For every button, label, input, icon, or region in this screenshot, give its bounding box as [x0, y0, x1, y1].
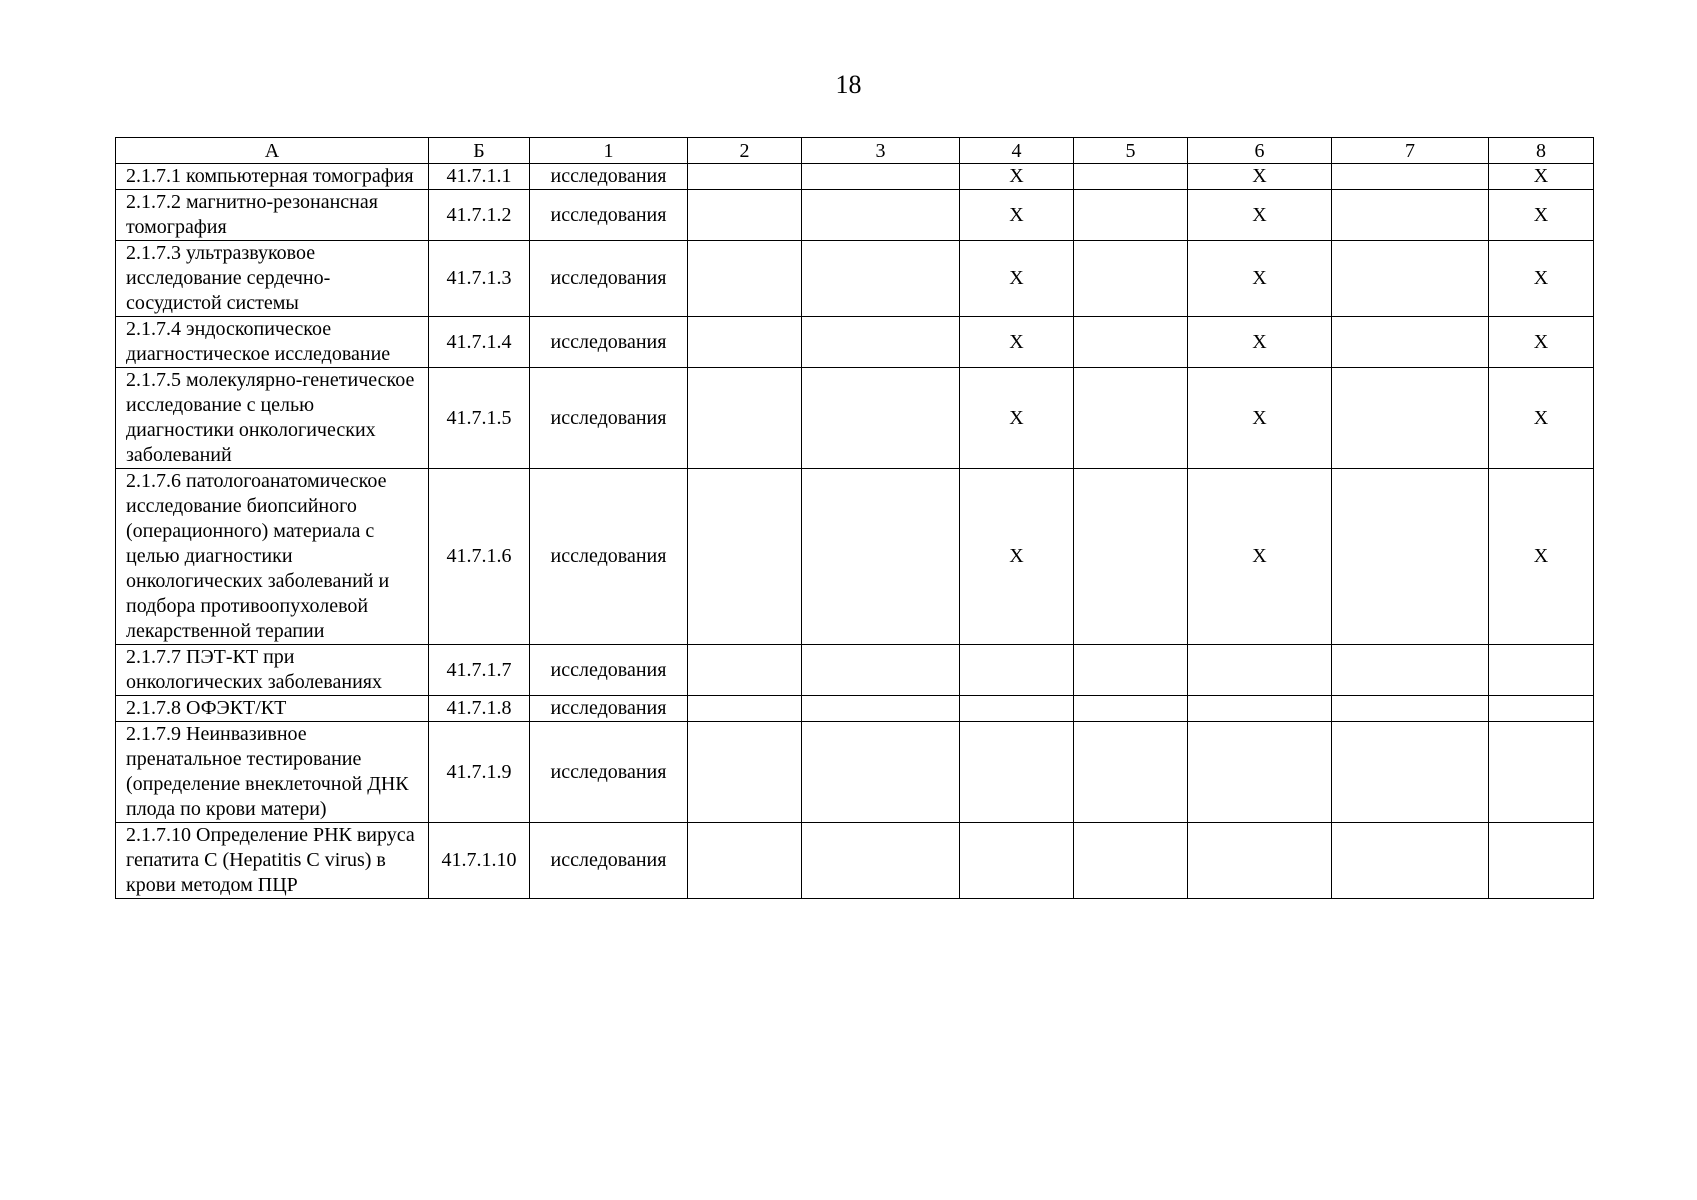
- column-header: 4: [960, 138, 1074, 164]
- col-8-cell: [1489, 823, 1594, 899]
- col-2-cell: [688, 317, 802, 368]
- column-header: 1: [530, 138, 688, 164]
- column-header: 5: [1074, 138, 1188, 164]
- col-2-cell: [688, 190, 802, 241]
- row-unit-cell: исследования: [530, 722, 688, 823]
- col-4-cell: X: [960, 469, 1074, 645]
- col-5-cell: [1074, 241, 1188, 317]
- column-header: 8: [1489, 138, 1594, 164]
- col-5-cell: [1074, 696, 1188, 722]
- col-7-cell: [1332, 722, 1489, 823]
- row-unit-cell: исследования: [530, 164, 688, 190]
- col-6-cell: [1188, 645, 1332, 696]
- col-8-cell: X: [1489, 190, 1594, 241]
- row-unit-cell: исследования: [530, 823, 688, 899]
- row-name-cell: 2.1.7.3 ультразвуковое исследование сердечно-сосудистой системы: [116, 241, 429, 317]
- col-8-cell: X: [1489, 469, 1594, 645]
- table-row: [116, 722, 1594, 823]
- page-number: 18: [835, 70, 862, 99]
- col-2-cell: [688, 164, 802, 190]
- col-7-cell: [1332, 190, 1489, 241]
- row-name-cell: 2.1.7.10 Определение РНК вируса гепатита С (Hepatitis C virus) в крови методом ПЦР: [116, 823, 429, 899]
- row-code-cell: 41.7.1.5: [429, 368, 530, 469]
- table-row: [116, 241, 1594, 317]
- row-code-cell: 41.7.1.10: [429, 823, 530, 899]
- row-name-cell: 2.1.7.2 магнитно-резонансная томография: [116, 190, 429, 241]
- col-2-cell: [688, 368, 802, 469]
- col-7-cell: [1332, 469, 1489, 645]
- col-2-cell: [688, 241, 802, 317]
- table-row: [116, 645, 1594, 696]
- col-2-cell: [688, 469, 802, 645]
- col-3-cell: [802, 317, 960, 368]
- row-unit-cell: исследования: [530, 368, 688, 469]
- column-header: 3: [802, 138, 960, 164]
- row-code-cell: 41.7.1.3: [429, 241, 530, 317]
- row-code-cell: 41.7.1.9: [429, 722, 530, 823]
- col-7-cell: [1332, 823, 1489, 899]
- col-5-cell: [1074, 722, 1188, 823]
- col-6-cell: X: [1188, 469, 1332, 645]
- col-6-cell: X: [1188, 164, 1332, 190]
- table-row: [116, 696, 1594, 722]
- row-unit-cell: исследования: [530, 469, 688, 645]
- row-code-cell: 41.7.1.6: [429, 469, 530, 645]
- table-row: [116, 164, 1594, 190]
- col-7-cell: [1332, 696, 1489, 722]
- col-7-cell: [1332, 645, 1489, 696]
- row-code-cell: 41.7.1.8: [429, 696, 530, 722]
- col-7-cell: [1332, 317, 1489, 368]
- col-3-cell: [802, 696, 960, 722]
- col-4-cell: X: [960, 368, 1074, 469]
- column-header: Б: [429, 138, 530, 164]
- row-unit-cell: исследования: [530, 241, 688, 317]
- col-6-cell: X: [1188, 190, 1332, 241]
- col-5-cell: [1074, 368, 1188, 469]
- col-2-cell: [688, 645, 802, 696]
- col-4-cell: X: [960, 164, 1074, 190]
- col-6-cell: X: [1188, 368, 1332, 469]
- col-8-cell: [1489, 696, 1594, 722]
- col-6-cell: [1188, 722, 1332, 823]
- col-4-cell: X: [960, 241, 1074, 317]
- col-5-cell: [1074, 645, 1188, 696]
- col-5-cell: [1074, 469, 1188, 645]
- column-header: 2: [688, 138, 802, 164]
- col-3-cell: [802, 645, 960, 696]
- col-2-cell: [688, 722, 802, 823]
- row-unit-cell: исследования: [530, 190, 688, 241]
- col-3-cell: [802, 190, 960, 241]
- row-name-cell: 2.1.7.5 молекулярно-генетическое исследование с целью диагностики онкологических заболеваний: [116, 368, 429, 469]
- col-2-cell: [688, 823, 802, 899]
- col-7-cell: [1332, 241, 1489, 317]
- col-8-cell: X: [1489, 164, 1594, 190]
- col-2-cell: [688, 696, 802, 722]
- table-row: [116, 317, 1594, 368]
- col-7-cell: [1332, 368, 1489, 469]
- col-4-cell: [960, 696, 1074, 722]
- col-5-cell: [1074, 190, 1188, 241]
- col-3-cell: [802, 164, 960, 190]
- column-header: 7: [1332, 138, 1489, 164]
- col-4-cell: X: [960, 190, 1074, 241]
- data-table: [115, 137, 1594, 899]
- col-6-cell: X: [1188, 317, 1332, 368]
- col-5-cell: [1074, 823, 1188, 899]
- table-row: [116, 823, 1594, 899]
- col-7-cell: [1332, 164, 1489, 190]
- col-4-cell: [960, 823, 1074, 899]
- row-unit-cell: исследования: [530, 696, 688, 722]
- row-code-cell: 41.7.1.1: [429, 164, 530, 190]
- row-name-cell: 2.1.7.4 эндоскопическое диагностическое исследование: [116, 317, 429, 368]
- row-name-cell: 2.1.7.7 ПЭТ-КТ при онкологических заболеваниях: [116, 645, 429, 696]
- col-5-cell: [1074, 164, 1188, 190]
- col-3-cell: [802, 469, 960, 645]
- col-6-cell: [1188, 823, 1332, 899]
- col-3-cell: [802, 823, 960, 899]
- row-unit-cell: исследования: [530, 645, 688, 696]
- col-8-cell: X: [1489, 368, 1594, 469]
- row-name-cell: 2.1.7.8 ОФЭКТ/КТ: [116, 696, 429, 722]
- table-row: [116, 190, 1594, 241]
- row-name-cell: 2.1.7.1 компьютерная томография: [116, 164, 429, 190]
- col-3-cell: [802, 722, 960, 823]
- col-8-cell: X: [1489, 317, 1594, 368]
- column-header: 6: [1188, 138, 1332, 164]
- col-3-cell: [802, 368, 960, 469]
- row-name-cell: 2.1.7.6 патологоанатомическое исследование биопсийного (операционного) материала с целью диагностики онкологических заболеваний и подбора противоопухолевой лекарственной терапии: [116, 469, 429, 645]
- col-8-cell: X: [1489, 241, 1594, 317]
- row-unit-cell: исследования: [530, 317, 688, 368]
- col-5-cell: [1074, 317, 1188, 368]
- col-6-cell: [1188, 696, 1332, 722]
- row-code-cell: 41.7.1.2: [429, 190, 530, 241]
- row-name-cell: 2.1.7.9 Неинвазивное пренатальное тестирование (определение внеклеточной ДНК плода по крови матери): [116, 722, 429, 823]
- table-header-row: [116, 138, 1594, 164]
- column-header: А: [116, 138, 429, 164]
- col-3-cell: [802, 241, 960, 317]
- row-code-cell: 41.7.1.7: [429, 645, 530, 696]
- col-8-cell: [1489, 722, 1594, 823]
- col-4-cell: [960, 645, 1074, 696]
- table-row: [116, 469, 1594, 645]
- row-code-cell: 41.7.1.4: [429, 317, 530, 368]
- col-4-cell: [960, 722, 1074, 823]
- col-4-cell: X: [960, 317, 1074, 368]
- col-6-cell: X: [1188, 241, 1332, 317]
- col-8-cell: [1489, 645, 1594, 696]
- table-row: [116, 368, 1594, 469]
